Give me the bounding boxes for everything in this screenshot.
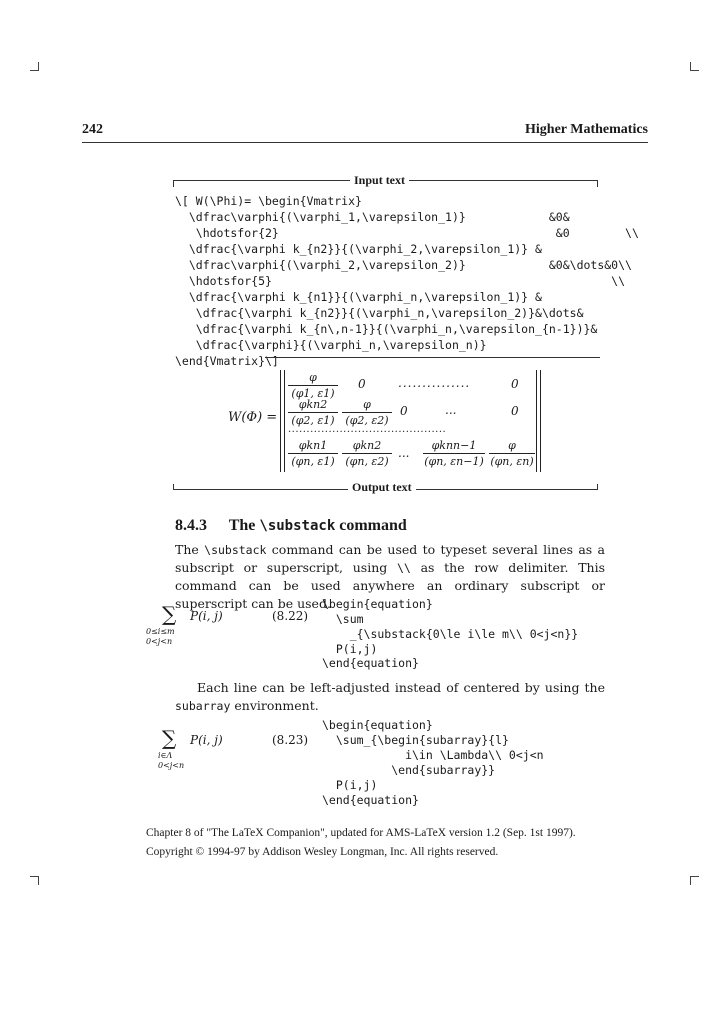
code-line: \dfrac{\varphi k_{n2}}{(\varphi_n,\varepsilon_2)}&\dots& xyxy=(175,306,584,320)
matrix-right-bar xyxy=(540,370,541,472)
matrix-dots: ... xyxy=(445,403,457,417)
sum-symbol: ∑ xyxy=(162,726,177,750)
matrix-lhs: W(Φ) = xyxy=(228,410,278,425)
code-line: \dfrac{\varphi}{(\varphi_n,\varepsilon_n)} xyxy=(175,338,487,352)
paragraph: Each line can be left-adjusted instead of centered by using the subarray environment. xyxy=(175,680,605,713)
code-line: \begin{equation} xyxy=(322,718,433,732)
matrix-left-bar xyxy=(280,370,281,472)
section-title-cmd: \substack xyxy=(259,518,336,534)
code-line: P(i,j) xyxy=(322,778,378,792)
sum-symbol: ∑ xyxy=(162,602,177,626)
running-title: Higher Mathematics xyxy=(525,122,648,137)
crop-mark-bottom-right xyxy=(690,876,699,885)
code-line: \sum xyxy=(322,612,364,626)
matrix-entry: φknn−1 (φn, εn−1) xyxy=(424,439,484,468)
input-text-label: Input text xyxy=(350,173,409,188)
matrix-hdotsfor: ........................................... xyxy=(288,424,447,435)
sum-subscript: i∈Λ xyxy=(158,751,173,760)
crop-mark-top-right xyxy=(690,62,699,71)
section-number: 8.4.3 xyxy=(175,517,207,534)
code-line: \begin{equation} xyxy=(322,597,433,611)
matrix-entry: 0 xyxy=(511,404,519,418)
matrix-dots: ... xyxy=(398,446,410,460)
equation-body: P(i, j) xyxy=(190,733,223,747)
matrix-right-bar xyxy=(536,370,537,472)
code-line: \hdotsfor{5} \\ xyxy=(175,274,626,288)
section-heading xyxy=(175,517,407,535)
matrix-entry: φkn2 (φn, ε2) xyxy=(342,439,392,468)
header-rule xyxy=(82,142,648,143)
sum-subscript: 0<j<n xyxy=(146,637,173,646)
code-line: \[ W(\Phi)= \begin{Vmatrix} xyxy=(175,194,362,208)
code-line: _{\substack{0\le i\le m\\ 0<j<n}} xyxy=(322,627,579,641)
section-title-prefix: The xyxy=(228,517,256,534)
matrix-entry: $\frac{\varphi}{(\varphi 1, \varepsilon 1)}$ xyxy=(288,371,338,400)
code-line: \dfrac{\varphi k_{n1}}{(\varphi_n,\varepsilon_1)} & xyxy=(175,290,542,304)
page-number: 242 xyxy=(82,122,103,137)
paragraph: The \substack command can be used to typeset several lines as a subscript or superscript, using \\ as the row delimiter. This command can be used anywhere an ordinary subscript or superscript can be used. xyxy=(175,542,606,611)
code-line: \end{subarray}} xyxy=(322,763,496,777)
matrix-left-bar xyxy=(284,370,285,472)
crop-mark-bottom-left xyxy=(30,876,39,885)
matrix-entry: $\frac{\varphi}{(\varphi n, \varepsilon n)}$ xyxy=(490,439,534,468)
code-line: \end{equation} xyxy=(322,656,419,670)
code-line: P(i,j) xyxy=(322,642,378,656)
sum-subscript: 0≤i≤m xyxy=(146,627,175,636)
footer-copyright: Copyright © 1994-97 by Addison Wesley Longman, Inc. All rights reserved. xyxy=(146,846,499,858)
matrix-entry: φkn2 (φ2, ε1) xyxy=(288,398,338,427)
output-text-label: Output text xyxy=(348,480,416,495)
input-output-divider xyxy=(265,357,600,358)
equation-number: (8.22) xyxy=(272,609,309,623)
matrix-hdots: ............... xyxy=(398,376,471,390)
code-line: i\in \Lambda\\ 0<j<n xyxy=(322,748,544,762)
code-line: \dfrac\varphi{(\varphi_2,\varepsilon_2)} &0&\dots&0\\ xyxy=(175,258,632,272)
code-line: \sum_{\begin{subarray}{l} xyxy=(322,733,509,747)
footer-chapter-note: Chapter 8 of "The LaTeX Companion", updated for AMS-LaTeX version 1.2 (Sep. 1st 1997). xyxy=(146,827,576,839)
matrix-entry: 0 xyxy=(358,377,366,391)
code-line: \end{Vmatrix}\] xyxy=(175,354,279,368)
crop-mark-top-left xyxy=(30,62,39,71)
code-line: \dfrac{\varphi k_{n2}}{(\varphi_2,\varepsilon_1)} & xyxy=(175,242,542,256)
matrix-entry: 0 xyxy=(511,377,519,391)
matrix-entry: $\frac{\varphi}{(\varphi 2, \varepsilon 2)}$ xyxy=(342,398,392,427)
sum-subscript: 0<j<n xyxy=(158,761,185,770)
code-line: \dfrac{\varphi k_{n\,n-1}}{(\varphi_n,\varepsilon_{n-1})}& xyxy=(175,322,598,336)
equation-body: P(i, j) xyxy=(190,609,223,623)
matrix-entry: 0 xyxy=(400,404,408,418)
equation-number: (8.23) xyxy=(272,733,309,747)
code-line: \hdotsfor{2} &0 \\ xyxy=(175,226,639,240)
code-line: \dfrac\varphi{(\varphi_1,\varepsilon_1)} &0& xyxy=(175,210,570,224)
code-line: \end{equation} xyxy=(322,793,419,807)
matrix-entry: φkn1 (φn, ε1) xyxy=(288,439,338,468)
section-title-suffix: command xyxy=(339,517,407,534)
